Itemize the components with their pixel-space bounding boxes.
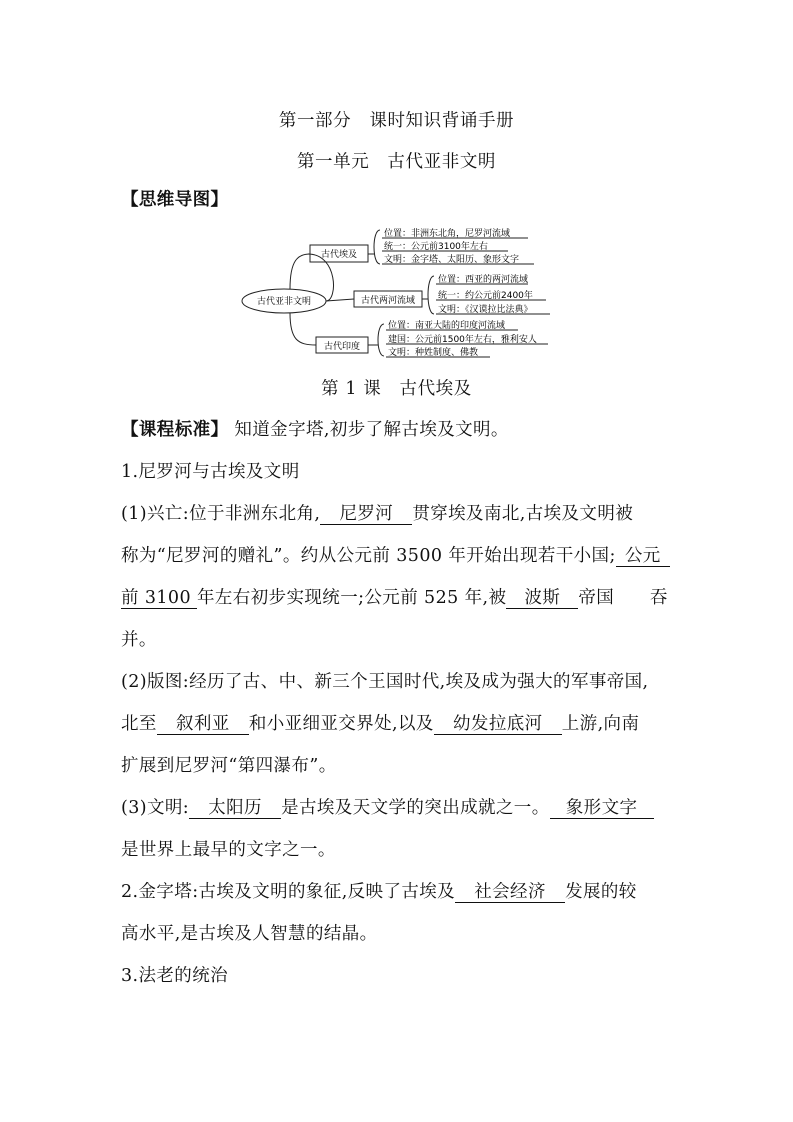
mindmap-leaf: 文明：《汉谟拉比法典》 xyxy=(438,305,533,315)
text: 上游,向南 xyxy=(561,714,640,734)
paragraph-line: 并。 xyxy=(121,630,157,650)
mindmap-leaf: 文明：金字塔、太阳历、象形文字 xyxy=(384,255,520,265)
answer-blank: 太阳历 xyxy=(189,798,281,819)
answer-blank: 公元 xyxy=(616,546,670,567)
paragraph-line: 高水平,是古埃及人智慧的结晶。 xyxy=(121,924,378,944)
course-standard xyxy=(121,420,509,440)
paragraph-line: 扩展到尼罗河“第四瀑布”。 xyxy=(121,756,337,776)
text: 和小亚细亚交界处,以及 xyxy=(248,714,434,734)
lesson-title: 第 1 课 古代埃及 xyxy=(321,379,472,399)
text: 年左右初步实现统一;公元前 525 年,被 xyxy=(197,588,507,608)
text: 2.金字塔:古埃及文明的象征,反映了古埃及 xyxy=(121,882,456,902)
paragraph-line xyxy=(121,546,670,567)
paragraph-line: (2)版图:经历了古、中、新三个王国时代,埃及成为强大的军事帝国, xyxy=(121,672,649,692)
paragraph-line xyxy=(121,588,668,609)
mindmap-leaf: 位置：非洲东北角，尼罗河流域 xyxy=(384,229,511,239)
text: 贯穿埃及南北,古埃及文明被 xyxy=(412,504,634,524)
mindmap-branch-mesopotamia: 古代两河流域 xyxy=(360,296,416,306)
answer-blank: 叙利亚 xyxy=(157,714,249,735)
text: (3)文明: xyxy=(121,798,190,818)
answer-blank: 波斯 xyxy=(506,588,578,609)
answer-blank: 前 3100 xyxy=(121,588,197,609)
standard-text: 知道金字塔,初步了解古埃及文明。 xyxy=(234,420,509,440)
mindmap-branch-india: 古代印度 xyxy=(323,342,361,352)
answer-blank: 幼发拉底河 xyxy=(434,714,562,735)
standard-label: 【课程标准】 xyxy=(121,420,229,440)
answer-blank: 尼罗河 xyxy=(320,504,412,525)
paragraph-line: 是世界上最早的文字之一。 xyxy=(121,840,336,860)
text: (1)兴亡:位于非洲东北角, xyxy=(121,504,321,524)
paragraph-line xyxy=(121,798,654,819)
text: 是古埃及天文学的突出成就之一。 xyxy=(281,798,550,818)
mindmap-leaf: 统一：约公元前2400年 xyxy=(438,291,533,301)
mindmap-leaf: 位置：西亚的两河流域 xyxy=(438,275,529,285)
answer-blank: 象形文字 xyxy=(550,798,654,819)
paragraph-line xyxy=(121,504,633,525)
text: 称为“尼罗河的赠礼”。约从公元前 3500 年开始出现若干小国; xyxy=(121,546,616,566)
mindmap-leaf: 统一：公元前3100年左右 xyxy=(384,242,488,252)
mindmap-leaf: 文明：种姓制度、佛教 xyxy=(388,348,479,358)
mindmap-diagram xyxy=(238,220,554,360)
mindmap-branch-egypt: 古代埃及 xyxy=(320,250,358,260)
section-3-title: 3.法老的统治 xyxy=(121,966,228,986)
section-1-title: 1.尼罗河与古埃及文明 xyxy=(121,462,300,482)
answer-blank: 社会经济 xyxy=(455,882,565,903)
text: 帝国 吞 xyxy=(578,588,668,608)
mindmap-label: 【思维导图】 xyxy=(121,190,229,210)
paragraph-line xyxy=(121,882,637,903)
unit-title: 第一单元 古代亚非文明 xyxy=(296,152,497,172)
text: 发展的较 xyxy=(565,882,637,902)
part-title: 第一部分 课时知识背诵手册 xyxy=(278,111,515,131)
mindmap-root: 古代亚非文明 xyxy=(256,297,312,307)
mindmap-leaf: 建国：公元前1500年左右，雅利安人 xyxy=(388,335,537,345)
text: 北至 xyxy=(121,714,157,734)
paragraph-line xyxy=(121,714,639,735)
mindmap-leaf: 位置：南亚大陆的印度河流域 xyxy=(388,321,506,331)
